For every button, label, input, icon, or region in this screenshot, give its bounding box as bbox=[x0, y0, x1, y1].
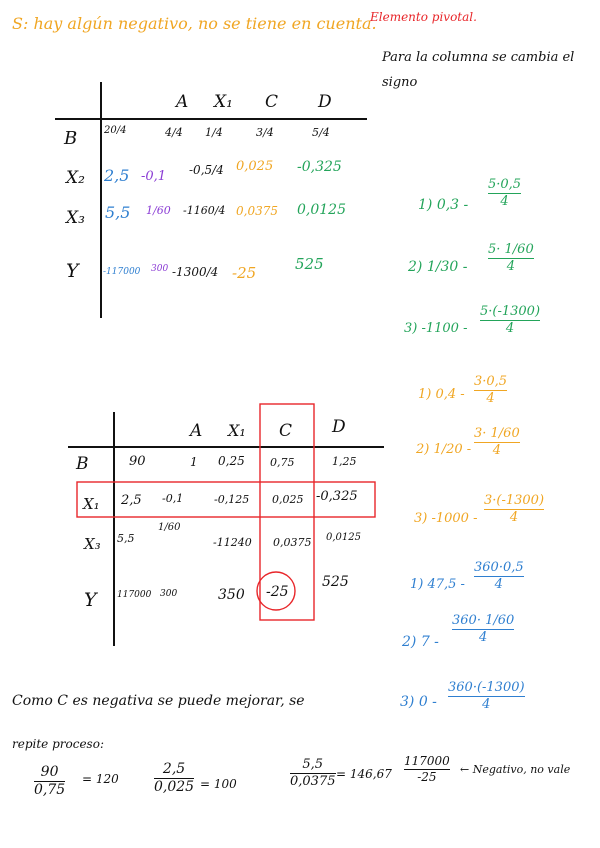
calc-orange-1-fraction bbox=[474, 375, 507, 405]
conclusion-line-2: repite proceso: bbox=[12, 737, 104, 751]
table-2-col-c: C bbox=[279, 421, 293, 441]
table-2-col-x1: X₁ bbox=[228, 421, 246, 440]
fraction-numerator: 90 bbox=[40, 764, 59, 780]
pivot-column-box bbox=[260, 404, 314, 620]
table-2-cell: 1/60 bbox=[158, 522, 181, 533]
table-2-cell: 117000 bbox=[117, 590, 152, 600]
table-1-cell: 5,5 bbox=[105, 203, 131, 222]
calc-blue-3-lead: 3) 0 - bbox=[400, 694, 437, 710]
table-1-col-a: A bbox=[176, 92, 189, 112]
calc-blue-1-fraction bbox=[474, 561, 524, 591]
table-1-cell: 1/60 bbox=[146, 204, 171, 217]
table-2-row-y: Y bbox=[84, 589, 97, 611]
fraction-denominator: 4 bbox=[492, 442, 501, 458]
fraction-numerator: 5·(-1300) bbox=[480, 304, 541, 319]
table-1-cell: -0,1 bbox=[141, 169, 167, 184]
table-1-cell: 4/4 bbox=[165, 126, 183, 139]
table-1-cell: -117000 bbox=[103, 267, 141, 277]
fraction-numerator: 360·0,5 bbox=[474, 560, 524, 575]
calc-blue-2-lead: 2) 7 - bbox=[402, 634, 439, 650]
table-2-row-x1: X₁ bbox=[83, 495, 100, 513]
table-1-col-d: D bbox=[318, 92, 332, 112]
table-2-row-b: B bbox=[76, 454, 89, 474]
ratio-1-fraction bbox=[34, 765, 65, 798]
ratio-4-fraction bbox=[404, 755, 450, 783]
ratio-3-fraction bbox=[290, 758, 336, 788]
table-1-cell: 525 bbox=[295, 255, 324, 273]
conclusion-line-1: Como C es negativa se puede mejorar, se bbox=[12, 693, 305, 709]
table-1-col-x1: X₁ bbox=[214, 92, 233, 112]
table-2-cell: 0,0125 bbox=[326, 532, 361, 543]
table-1-col-c: C bbox=[265, 92, 279, 112]
table-2-cell: -11240 bbox=[213, 536, 252, 549]
fraction-denominator: 4 bbox=[505, 320, 515, 336]
fraction-denominator: 4 bbox=[494, 576, 503, 592]
fraction-denominator: 4 bbox=[486, 390, 495, 406]
calc-green-1-fraction bbox=[488, 178, 521, 208]
fraction-denominator: -25 bbox=[417, 769, 437, 784]
table-1-row-b: B bbox=[64, 128, 78, 149]
table-2-cell: 0,75 bbox=[270, 456, 295, 469]
column-note: Para la columna se cambia el signo bbox=[382, 50, 575, 90]
table-2-cell: -0,325 bbox=[316, 489, 358, 504]
fraction-denominator: 4 bbox=[482, 696, 491, 712]
fraction-denominator: 0,0375 bbox=[290, 773, 336, 789]
fraction-numerator: 360· 1/60 bbox=[452, 613, 515, 628]
fraction-denominator: 4 bbox=[479, 629, 488, 645]
fraction-numerator: 3·(-1300) bbox=[484, 493, 545, 508]
fraction-denominator: 4 bbox=[506, 258, 515, 274]
fraction-denominator: 4 bbox=[500, 193, 509, 209]
table-2-cell: 350 bbox=[218, 587, 245, 603]
fraction-denominator: 4 bbox=[509, 509, 519, 525]
fraction-numerator: 360·(-1300) bbox=[448, 680, 525, 695]
table-1-cell: -1160/4 bbox=[183, 204, 226, 217]
calc-orange-2-fraction bbox=[474, 427, 520, 457]
fraction-numerator: 3· 1/60 bbox=[474, 426, 520, 441]
table-1-cell: 1/4 bbox=[205, 126, 223, 139]
pivot-element-circle bbox=[257, 572, 295, 610]
pivot-note: Elemento pivotal. bbox=[370, 10, 477, 24]
fraction-denominator: 0,75 bbox=[34, 781, 66, 798]
fraction-numerator: 5·0,5 bbox=[488, 177, 522, 192]
table-1-row-x2: X₂ bbox=[66, 168, 85, 188]
table-1-cell: -0,5/4 bbox=[189, 163, 224, 177]
table-2-col-d: D bbox=[332, 417, 346, 437]
table-2-cell: 0,025 bbox=[272, 493, 304, 506]
table-2-cell: 300 bbox=[160, 589, 178, 599]
table-1-cell: 3/4 bbox=[256, 126, 274, 139]
table-2-cell: 5,5 bbox=[117, 532, 135, 545]
calc-green-3-fraction bbox=[480, 305, 540, 335]
calc-blue-1-lead: 1) 47,5 - bbox=[410, 577, 465, 592]
table-1-row-y: Y bbox=[66, 260, 79, 282]
table-2-cell: 1,25 bbox=[332, 455, 357, 468]
ratio-2-result: = 100 bbox=[200, 777, 237, 791]
table-1-row-x3: X₃ bbox=[66, 208, 85, 228]
table-1-cell: -25 bbox=[232, 264, 257, 282]
table-2-row-x3: X₃ bbox=[84, 535, 101, 553]
table-1-cell: 300 bbox=[151, 264, 169, 274]
calc-orange-1-lead: 1) 0,4 - bbox=[418, 387, 465, 402]
ratio-3-result: = 146,67 bbox=[336, 767, 392, 781]
ratio-4-result: ← Negativo, no vale bbox=[460, 763, 571, 776]
pivot-row-box bbox=[77, 482, 375, 517]
table-2-cell: 525 bbox=[322, 574, 349, 590]
calc-orange-3-lead: 3) -1000 - bbox=[414, 511, 478, 526]
ratio-1-result: = 120 bbox=[82, 772, 119, 786]
header-note: S: hay algún negativo, no se tiene en cuenta. bbox=[12, 14, 377, 33]
calc-blue-3-fraction bbox=[448, 681, 525, 711]
calc-orange-3-fraction bbox=[484, 494, 544, 524]
ratio-2-fraction bbox=[154, 762, 194, 795]
table-2-cell: 0,25 bbox=[218, 454, 245, 468]
table-2-cell: 0,0375 bbox=[273, 536, 312, 549]
fraction-numerator: 5· 1/60 bbox=[488, 242, 534, 257]
calc-blue-2-fraction bbox=[452, 614, 514, 644]
table-2-cell: -25 bbox=[266, 584, 289, 600]
calc-green-3-lead: 3) -1100 - bbox=[404, 321, 468, 336]
calc-green-2-lead: 2) 1/30 - bbox=[408, 259, 468, 275]
table-1-cell: 20/4 bbox=[104, 125, 127, 136]
calc-green-1-lead: 1) 0,3 - bbox=[418, 197, 469, 213]
table-1-cell: -1300/4 bbox=[172, 265, 219, 279]
table-2-cell: 90 bbox=[129, 454, 146, 469]
table-2-cell: -0,1 bbox=[162, 492, 184, 505]
table-1-cell: 0,0375 bbox=[236, 204, 278, 218]
table-2-cell: 2,5 bbox=[121, 493, 142, 508]
calc-green-2-fraction bbox=[488, 243, 534, 273]
table-2-col-a: A bbox=[190, 421, 203, 441]
fraction-numerator: 117000 bbox=[404, 754, 450, 768]
calc-orange-2-lead: 2) 1/20 - bbox=[416, 442, 472, 457]
table-2-cell: 1 bbox=[190, 455, 198, 469]
table-1-cell: 5/4 bbox=[312, 126, 330, 139]
table-1-cell: 2,5 bbox=[104, 166, 130, 185]
fraction-numerator: 3·0,5 bbox=[474, 374, 508, 389]
table-1-cell: 0,025 bbox=[236, 159, 274, 174]
table-1-cell: 0,0125 bbox=[297, 202, 346, 218]
fraction-numerator: 5,5 bbox=[302, 757, 324, 772]
table-2-cell: -0,125 bbox=[214, 493, 250, 506]
table-1-cell: -0,325 bbox=[297, 159, 342, 175]
fraction-denominator: 0,025 bbox=[154, 778, 195, 795]
fraction-numerator: 2,5 bbox=[162, 761, 186, 777]
